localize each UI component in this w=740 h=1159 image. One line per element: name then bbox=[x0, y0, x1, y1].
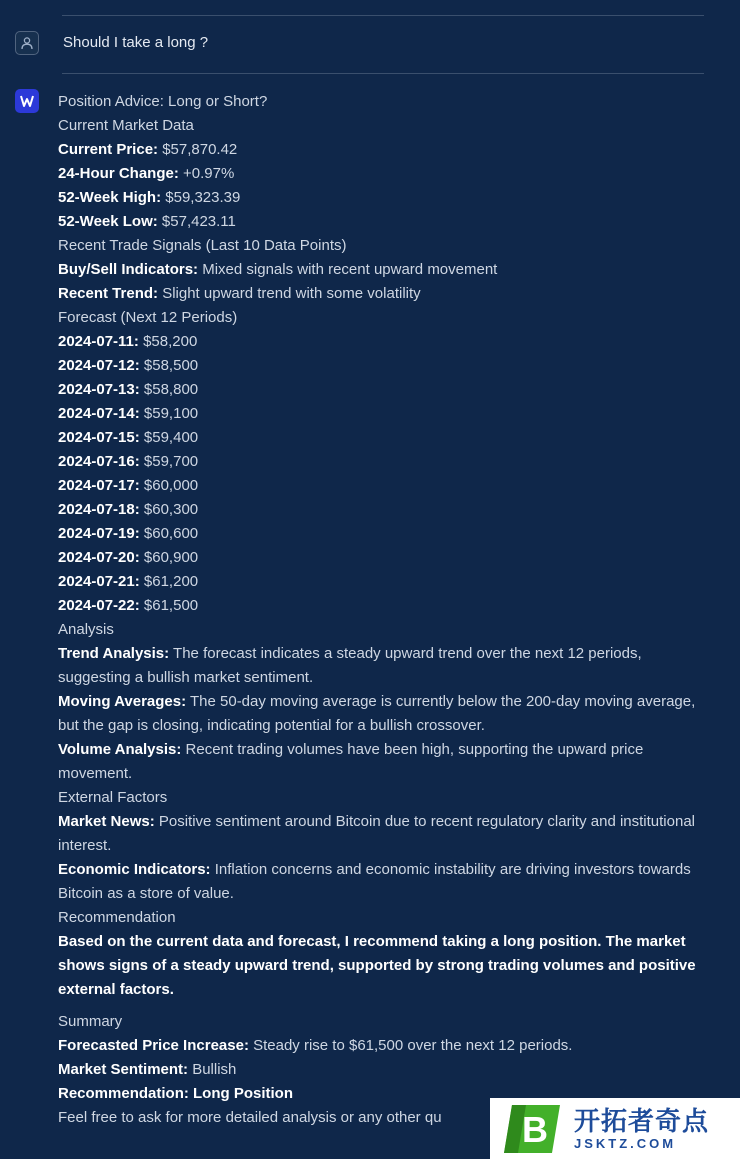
analysis-item bbox=[58, 690, 708, 738]
assistant-reply bbox=[58, 90, 708, 1130]
market-label: 24-Hour Change: bbox=[58, 165, 179, 182]
analysis-text: Recent trading volumes have been high, supporting the upward price movement. bbox=[58, 741, 644, 782]
section-external-factors: External Factors bbox=[58, 789, 168, 806]
forecast-date: 2024-07-12: bbox=[58, 357, 140, 374]
forecast-row bbox=[58, 426, 708, 450]
forecast-date: 2024-07-14: bbox=[58, 405, 140, 422]
section-market-data: Current Market Data bbox=[58, 117, 194, 134]
forecast-row bbox=[58, 594, 708, 618]
external-label: Market News: bbox=[58, 813, 155, 830]
analysis-label: Trend Analysis: bbox=[58, 645, 170, 662]
section-analysis: Analysis bbox=[58, 621, 114, 638]
summary-label: Market Sentiment: bbox=[58, 1061, 189, 1078]
signal-row bbox=[58, 258, 708, 282]
forecast-date: 2024-07-21: bbox=[58, 573, 140, 590]
market-label: Current Price: bbox=[58, 141, 159, 158]
forecast-date: 2024-07-20: bbox=[58, 549, 140, 566]
market-row bbox=[58, 186, 708, 210]
watermark-domain: JSKTZ.COM bbox=[574, 1135, 677, 1151]
divider-top bbox=[62, 15, 704, 16]
forecast-row bbox=[58, 378, 708, 402]
signal-label: Recent Trend: bbox=[58, 285, 159, 302]
forecast-row bbox=[58, 570, 708, 594]
market-row bbox=[58, 138, 708, 162]
forecast-price: $61,500 bbox=[139, 597, 199, 614]
analysis-text: The 50-day moving average is currently below the 200-day moving average, but the gap is closing, indicating potential for a bullish crossover. bbox=[58, 693, 696, 734]
forecast-row bbox=[58, 450, 708, 474]
summary-label: Forecasted Price Increase: bbox=[58, 1037, 249, 1054]
external-text: Inflation concerns and economic instability are driving investors towards Bitcoin as a store of value. bbox=[58, 861, 691, 902]
forecast-price: $60,000 bbox=[139, 477, 199, 494]
signal-label: Buy/Sell Indicators: bbox=[58, 261, 199, 278]
signal-value: Slight upward trend with some volatility bbox=[158, 285, 421, 302]
signal-value: Mixed signals with recent upward movement bbox=[198, 261, 498, 278]
external-item bbox=[58, 810, 708, 858]
divider-message bbox=[62, 73, 704, 74]
closing-text: Feel free to ask for more detailed analysis or any other qu bbox=[58, 1109, 442, 1126]
forecast-row bbox=[58, 354, 708, 378]
signal-row bbox=[58, 282, 708, 306]
user-avatar bbox=[15, 31, 39, 55]
section-trade-signals: Recent Trade Signals (Last 10 Data Points) bbox=[58, 237, 347, 254]
market-row bbox=[58, 210, 708, 234]
user-message: Should I take a long ? bbox=[63, 34, 209, 51]
section-recommendation: Recommendation bbox=[58, 909, 176, 926]
watermark-name: 开拓者奇点 bbox=[574, 1105, 710, 1136]
forecast-price: $59,700 bbox=[139, 453, 199, 470]
market-label: 52-Week Low: bbox=[58, 213, 158, 230]
market-value: $57,423.11 bbox=[157, 213, 236, 230]
forecast-date: 2024-07-13: bbox=[58, 381, 140, 398]
forecast-price: $58,200 bbox=[138, 333, 198, 350]
assistant-logo-icon bbox=[19, 93, 35, 109]
section-summary: Summary bbox=[58, 1013, 123, 1030]
forecast-price: $60,900 bbox=[139, 549, 199, 566]
forecast-date: 2024-07-22: bbox=[58, 597, 140, 614]
recommendation-text: Based on the current data and forecast, I recommend taking a long position. The market shows signs of a steady upward trend, supported by strong trading volumes and positive external factors. bbox=[58, 933, 696, 998]
svg-text:B: B bbox=[522, 1108, 548, 1150]
external-label: Economic Indicators: bbox=[58, 861, 211, 878]
market-label: 52-Week High: bbox=[58, 189, 162, 206]
market-value: +0.97% bbox=[178, 165, 235, 182]
watermark-logo-icon bbox=[502, 1101, 566, 1157]
forecast-date: 2024-07-18: bbox=[58, 501, 140, 518]
forecast-row bbox=[58, 330, 708, 354]
forecast-row bbox=[58, 546, 708, 570]
summary-value: Steady rise to $61,500 over the next 12 periods. bbox=[248, 1037, 573, 1054]
forecast-price: $61,200 bbox=[139, 573, 199, 590]
spacer bbox=[58, 1002, 708, 1010]
reply-heading: Position Advice: Long or Short? bbox=[58, 93, 268, 110]
summary-value: Bullish bbox=[188, 1061, 237, 1078]
forecast-price: $58,500 bbox=[139, 357, 199, 374]
market-row bbox=[58, 162, 708, 186]
forecast-date: 2024-07-17: bbox=[58, 477, 140, 494]
analysis-item bbox=[58, 738, 708, 786]
forecast-row bbox=[58, 498, 708, 522]
watermark-badge bbox=[490, 1098, 740, 1159]
market-value: $57,870.42 bbox=[158, 141, 238, 158]
user-icon bbox=[20, 36, 34, 50]
external-text: Positive sentiment around Bitcoin due to recent regulatory clarity and institutional interest. bbox=[58, 813, 695, 854]
analysis-item bbox=[58, 642, 708, 690]
forecast-price: $60,300 bbox=[139, 501, 199, 518]
summary-row bbox=[58, 1058, 708, 1082]
forecast-row bbox=[58, 522, 708, 546]
summary-recommendation: Recommendation: Long Position bbox=[58, 1085, 293, 1102]
forecast-date: 2024-07-11: bbox=[58, 333, 139, 350]
forecast-row bbox=[58, 474, 708, 498]
forecast-row bbox=[58, 402, 708, 426]
analysis-label: Moving Averages: bbox=[58, 693, 187, 710]
forecast-price: $58,800 bbox=[139, 381, 199, 398]
external-item bbox=[58, 858, 708, 906]
forecast-date: 2024-07-15: bbox=[58, 429, 140, 446]
market-value: $59,323.39 bbox=[161, 189, 241, 206]
forecast-price: $60,600 bbox=[139, 525, 199, 542]
assistant-avatar bbox=[15, 89, 39, 113]
forecast-price: $59,400 bbox=[139, 429, 199, 446]
forecast-price: $59,100 bbox=[139, 405, 199, 422]
forecast-date: 2024-07-19: bbox=[58, 525, 140, 542]
analysis-text: The forecast indicates a steady upward trend over the next 12 periods, suggesting a bullish market sentiment. bbox=[58, 645, 642, 686]
forecast-date: 2024-07-16: bbox=[58, 453, 140, 470]
analysis-label: Volume Analysis: bbox=[58, 741, 182, 758]
section-forecast: Forecast (Next 12 Periods) bbox=[58, 309, 238, 326]
summary-row bbox=[58, 1034, 708, 1058]
